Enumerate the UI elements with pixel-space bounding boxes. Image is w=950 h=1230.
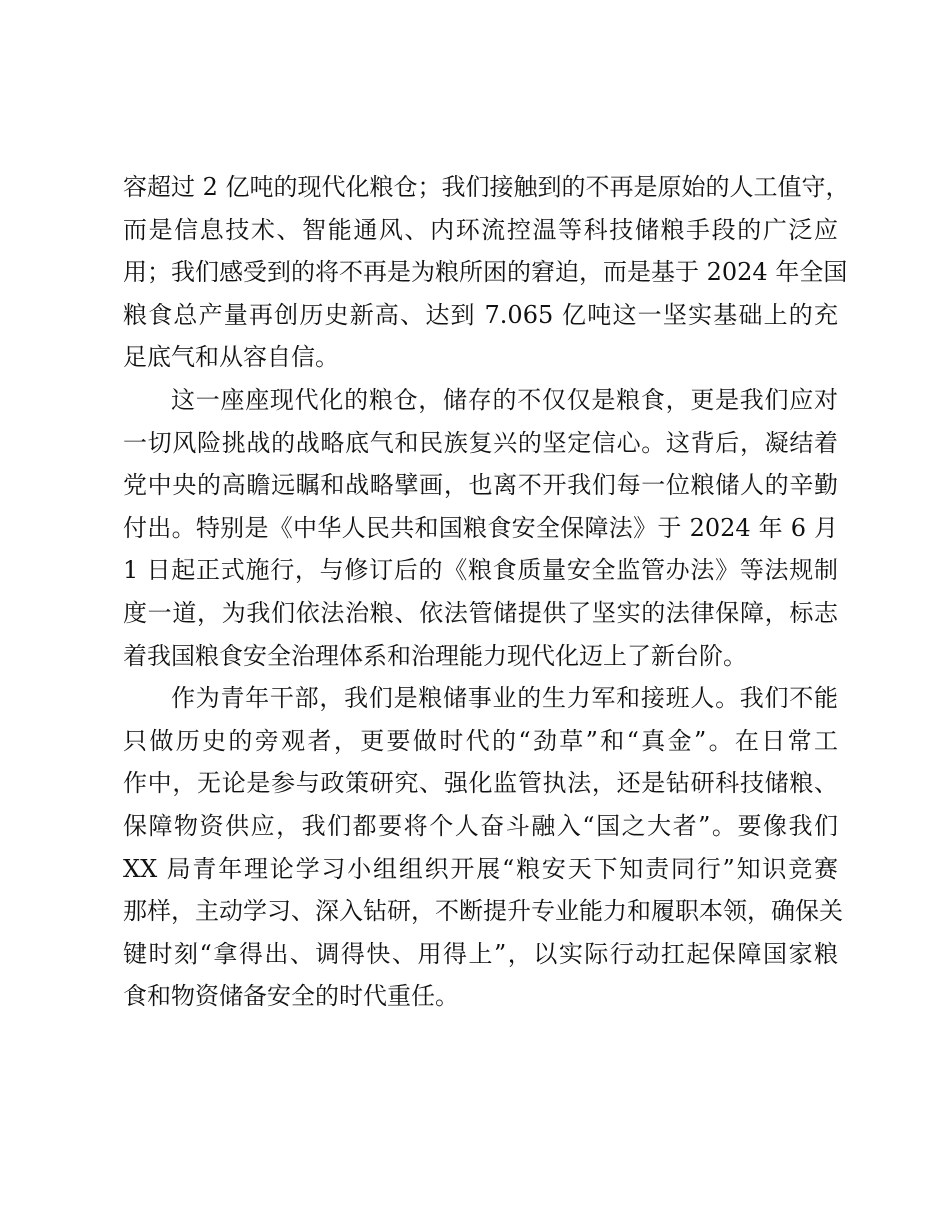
paragraph-2-line-1: 这一座座现代化的粮仓，储存的不仅仅是粮食，更是我们应对 bbox=[171, 385, 838, 414]
paragraph-3-line-3: 作中，无论是参与政策研究、强化监管执法，还是钻研科技储粮、 bbox=[123, 769, 838, 798]
paragraph-1-line-1: 容超过 2 亿吨的现代化粮仓；我们接触到的不再是原始的人工值守， bbox=[123, 173, 850, 201]
paragraph-2-line-5: 1 日起正式施行，与修订后的《粮食质量安全监管办法》等法规制 bbox=[123, 556, 838, 585]
paragraph-3-line-4: 保障物资供应，我们都要将个人奋斗融入“国之大者”。要像我们 bbox=[123, 811, 838, 840]
paragraph-3-line-8: 食和物资储备安全的时代重任。 bbox=[123, 982, 459, 1011]
paragraph-1-line-2: 而是信息技术、智能通风、内环流控温等科技储粮手段的广泛应 bbox=[123, 215, 838, 244]
document-body bbox=[123, 166, 850, 1018]
paragraph-3-line-2: 只做历史的旁观者，更要做时代的“劲草”和“真金”。在日常工 bbox=[123, 726, 838, 755]
paragraph-2-line-2: 一切风险挑战的战略底气和民族复兴的坚定信心。这背后，凝结着 bbox=[123, 428, 838, 457]
paragraph-2-line-6: 度一道，为我们依法治粮、依法管储提供了坚实的法律保障，标志 bbox=[123, 598, 838, 627]
paragraph-3-line-7: 键时刻“拿得出、调得快、用得上”，以实际行动扛起保障国家粮 bbox=[123, 939, 838, 968]
paragraph-3-line-1: 作为青年干部，我们是粮储事业的生力军和接班人。我们不能 bbox=[171, 684, 838, 713]
paragraph-2-line-7: 着我国粮食安全治理体系和治理能力现代化迈上了新台阶。 bbox=[123, 641, 747, 670]
paragraph-2-line-3: 党中央的高瞻远瞩和战略擘画，也离不开我们每一位粮储人的辛勤 bbox=[123, 471, 838, 500]
paragraph-1-line-4: 粮食总产量再创历史新高、达到 7.065 亿吨这一坚实基础上的充 bbox=[123, 300, 838, 329]
paragraph-3-line-5: XX 局青年理论学习小组组织开展“粮安天下知责同行”知识竞赛 bbox=[123, 854, 838, 883]
paragraph-3-line-6: 那样，主动学习、深入钻研，不断提升专业能力和履职本领，确保关 bbox=[123, 897, 843, 926]
paragraph-2-line-4: 付出。特别是《中华人民共和国粮食安全保障法》于 2024 年 6 月 bbox=[123, 513, 838, 542]
paragraph-1-line-5: 足底气和从容自信。 bbox=[123, 343, 339, 372]
paragraph-1-line-3: 用；我们感受到的将不再是为粮所困的窘迫，而是基于 2024 年全国 bbox=[123, 258, 848, 287]
